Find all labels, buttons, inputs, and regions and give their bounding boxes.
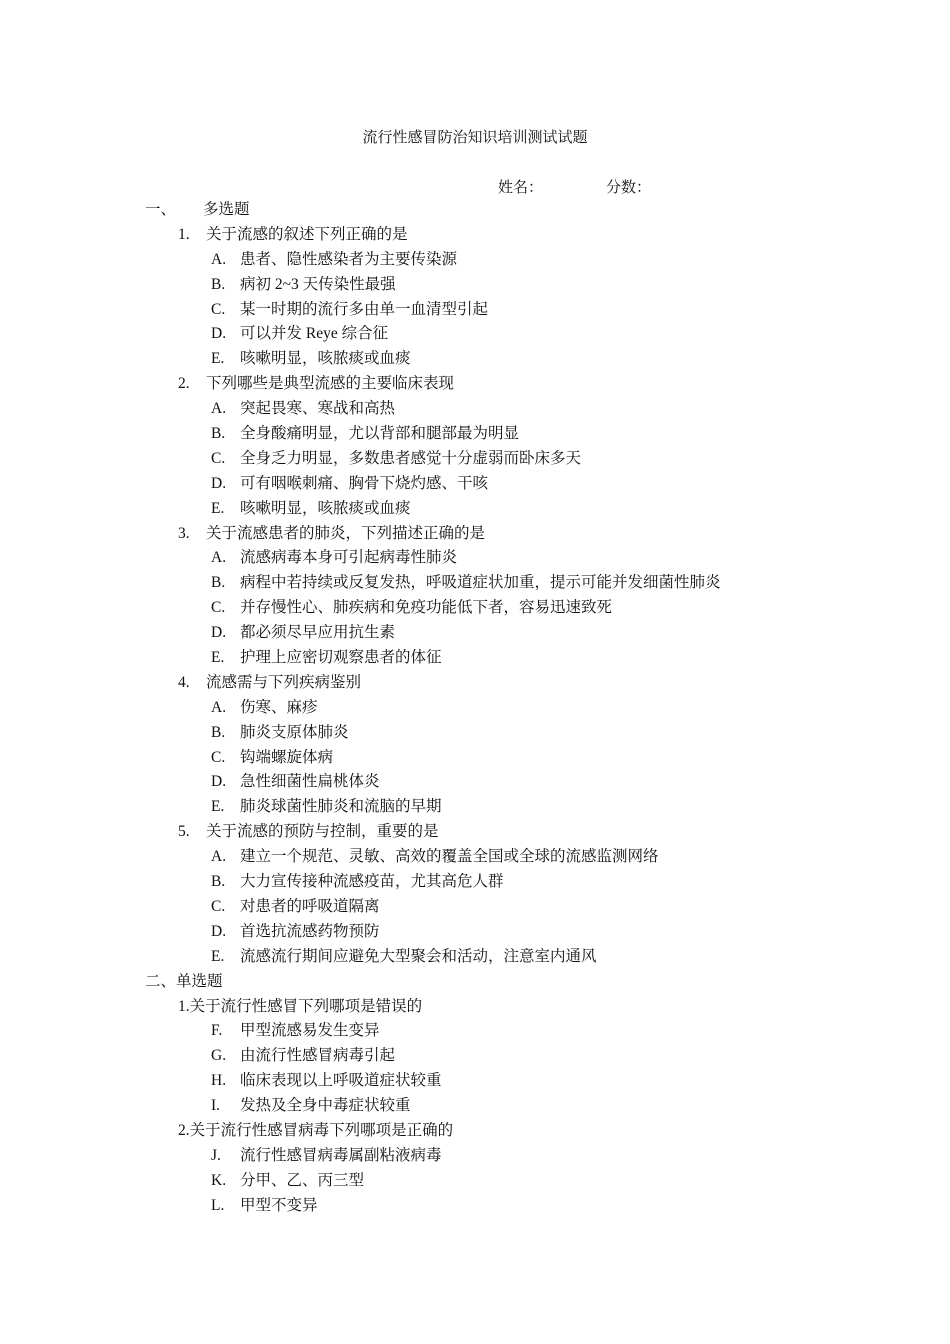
option-text: 咳嗽明显，咳脓痰或血痰 xyxy=(240,499,411,517)
option-letter: D. xyxy=(211,474,227,492)
option-text: 某一时期的流行多由单一血清型引起 xyxy=(240,300,489,318)
option-text: 钩端螺旋体病 xyxy=(240,748,334,766)
option-letter: A. xyxy=(211,848,227,866)
option-letter: E. xyxy=(211,499,225,517)
option-letter: G. xyxy=(211,1047,227,1065)
option-item xyxy=(0,571,950,596)
option-text: 急性细菌性扁桃体炎 xyxy=(240,773,380,791)
option-letter: B. xyxy=(211,574,226,592)
section-title: 二、单选题 xyxy=(145,972,223,990)
option-item xyxy=(0,721,950,746)
option-text: 临床表现以上呼吸道症状较重 xyxy=(240,1072,442,1090)
name-label: 姓名： xyxy=(498,178,544,196)
option-item xyxy=(0,273,950,298)
question-text: 关于流感的叙述下列正确的是 xyxy=(206,225,408,243)
option-text: 建立一个规范、灵敏、高效的覆盖全国或全球的流感监测网络 xyxy=(240,848,659,866)
option-letter: C. xyxy=(211,449,226,467)
section-title: 多选题 xyxy=(203,201,250,218)
option-letter: F. xyxy=(211,1022,223,1040)
option-letter: B. xyxy=(211,873,226,891)
option-item xyxy=(0,845,950,870)
option-item xyxy=(0,596,950,621)
option-letter: D. xyxy=(211,624,227,642)
option-item xyxy=(0,472,950,497)
option-item xyxy=(0,945,950,970)
option-letter: D. xyxy=(211,773,227,791)
option-letter: B. xyxy=(211,723,226,741)
option-letter: A. xyxy=(211,250,227,268)
option-letter: C. xyxy=(211,748,226,766)
option-letter: E. xyxy=(211,798,225,816)
question-content xyxy=(0,198,950,1219)
option-text: 发热及全身中毒症状较重 xyxy=(240,1097,411,1115)
name-score-row xyxy=(0,176,950,198)
option-text: 甲型流感易发生变异 xyxy=(240,1022,380,1040)
page-title: 流行性感冒防治知识培训测试试题 xyxy=(362,128,588,146)
question-item xyxy=(0,820,950,845)
option-text: 大力宣传接种流感疫苗，尤其高危人群 xyxy=(240,873,504,891)
option-item xyxy=(0,770,950,795)
option-item xyxy=(0,1019,950,1044)
option-letter: D. xyxy=(211,325,227,343)
question-text: 2.关于流行性感冒病毒下列哪项是正确的 xyxy=(178,1121,454,1139)
option-item xyxy=(0,1144,950,1169)
option-text: 全身酸痛明显，尤以背部和腿部最为明显 xyxy=(240,425,520,443)
option-item xyxy=(0,298,950,323)
option-text: 并存慢性心、肺疾病和免疫功能低下者，容易迅速致死 xyxy=(240,599,613,617)
question-item xyxy=(0,995,950,1020)
option-item xyxy=(0,422,950,447)
option-text: 流行性感冒病毒属副粘液病毒 xyxy=(240,1146,442,1164)
question-text: 流感需与下列疾病鉴别 xyxy=(206,673,362,691)
option-text: 肺炎支原体肺炎 xyxy=(240,723,349,741)
option-letter: I. xyxy=(211,1097,221,1115)
option-text: 由流行性感冒病毒引起 xyxy=(240,1047,396,1065)
option-item xyxy=(0,397,950,422)
option-text: 肺炎球菌性肺炎和流脑的早期 xyxy=(240,798,442,816)
section-number: 一、 xyxy=(145,201,177,218)
option-letter: C. xyxy=(211,599,226,617)
option-item xyxy=(0,895,950,920)
question-item xyxy=(0,1119,950,1144)
option-item xyxy=(0,1194,950,1219)
option-letter: C. xyxy=(211,897,226,915)
option-letter: D. xyxy=(211,922,227,940)
option-text: 甲型不变异 xyxy=(240,1196,318,1214)
option-text: 流感流行期间应避免大型聚会和活动，注意室内通风 xyxy=(240,947,597,965)
question-number: 3. xyxy=(178,524,190,542)
option-item xyxy=(0,795,950,820)
option-letter: K. xyxy=(211,1171,227,1189)
question-text: 关于流感患者的肺炎，下列描述正确的是 xyxy=(206,524,486,542)
question-text: 下列哪些是典型流感的主要临床表现 xyxy=(206,375,455,393)
option-text: 病初 2~3 天传染性最强 xyxy=(240,275,396,293)
option-letter: L. xyxy=(211,1196,225,1214)
option-item xyxy=(0,920,950,945)
option-item xyxy=(0,1169,950,1194)
question-item xyxy=(0,522,950,547)
question-number: 2. xyxy=(178,375,190,393)
option-letter: B. xyxy=(211,275,226,293)
option-text: 伤寒、麻疹 xyxy=(240,698,318,716)
option-letter: A. xyxy=(211,400,227,418)
option-text: 首选抗流感药物预防 xyxy=(240,922,380,940)
question-item xyxy=(0,223,950,248)
option-text: 可以并发 Reye 综合征 xyxy=(240,325,389,343)
question-number: 1. xyxy=(178,225,190,243)
option-text: 对患者的呼吸道隔离 xyxy=(240,897,380,915)
score-label: 分数： xyxy=(606,178,652,196)
option-text: 可有咽喉刺痛、胸骨下烧灼感、干咳 xyxy=(240,474,489,492)
question-text: 1.关于流行性感冒下列哪项是错误的 xyxy=(178,997,423,1015)
option-item xyxy=(0,870,950,895)
option-item xyxy=(0,1094,950,1119)
option-letter: A. xyxy=(211,698,227,716)
option-item xyxy=(0,646,950,671)
option-letter: J. xyxy=(211,1146,221,1164)
option-item xyxy=(0,1044,950,1069)
question-number: 4. xyxy=(178,673,190,691)
option-item xyxy=(0,696,950,721)
option-text: 流感病毒本身可引起病毒性肺炎 xyxy=(240,549,458,567)
option-letter: E. xyxy=(211,350,225,368)
option-item xyxy=(0,621,950,646)
option-letter: A. xyxy=(211,549,227,567)
question-item xyxy=(0,372,950,397)
option-item xyxy=(0,447,950,472)
option-item xyxy=(0,497,950,522)
question-item xyxy=(0,671,950,696)
option-text: 分甲、乙、丙三型 xyxy=(240,1171,365,1189)
option-item xyxy=(0,746,950,771)
option-item xyxy=(0,248,950,273)
option-text: 病程中若持续或反复发热，呼吸道症状加重，提示可能并发细菌性肺炎 xyxy=(240,574,721,592)
option-text: 全身乏力明显，多数患者感觉十分虚弱而卧床多天 xyxy=(240,449,582,467)
option-text: 突起畏寒、寒战和高热 xyxy=(240,400,396,418)
option-letter: E. xyxy=(211,649,225,667)
option-text: 都必须尽早应用抗生素 xyxy=(240,624,396,642)
option-item xyxy=(0,546,950,571)
option-letter: B. xyxy=(211,425,226,443)
option-letter: C. xyxy=(211,300,226,318)
option-letter: E. xyxy=(211,947,225,965)
section-heading-single-choice xyxy=(0,970,950,995)
section-heading-multiple-choice xyxy=(0,198,950,223)
option-text: 患者、隐性感染者为主要传染源 xyxy=(240,250,458,268)
option-letter: H. xyxy=(211,1072,227,1090)
option-item xyxy=(0,1069,950,1094)
option-item xyxy=(0,347,950,372)
option-text: 咳嗽明显，咳脓痰或血痰 xyxy=(240,350,411,368)
option-item xyxy=(0,322,950,347)
question-text: 关于流感的预防与控制，重要的是 xyxy=(206,823,439,841)
question-number: 5. xyxy=(178,823,190,841)
option-text: 护理上应密切观察患者的体征 xyxy=(240,649,442,667)
